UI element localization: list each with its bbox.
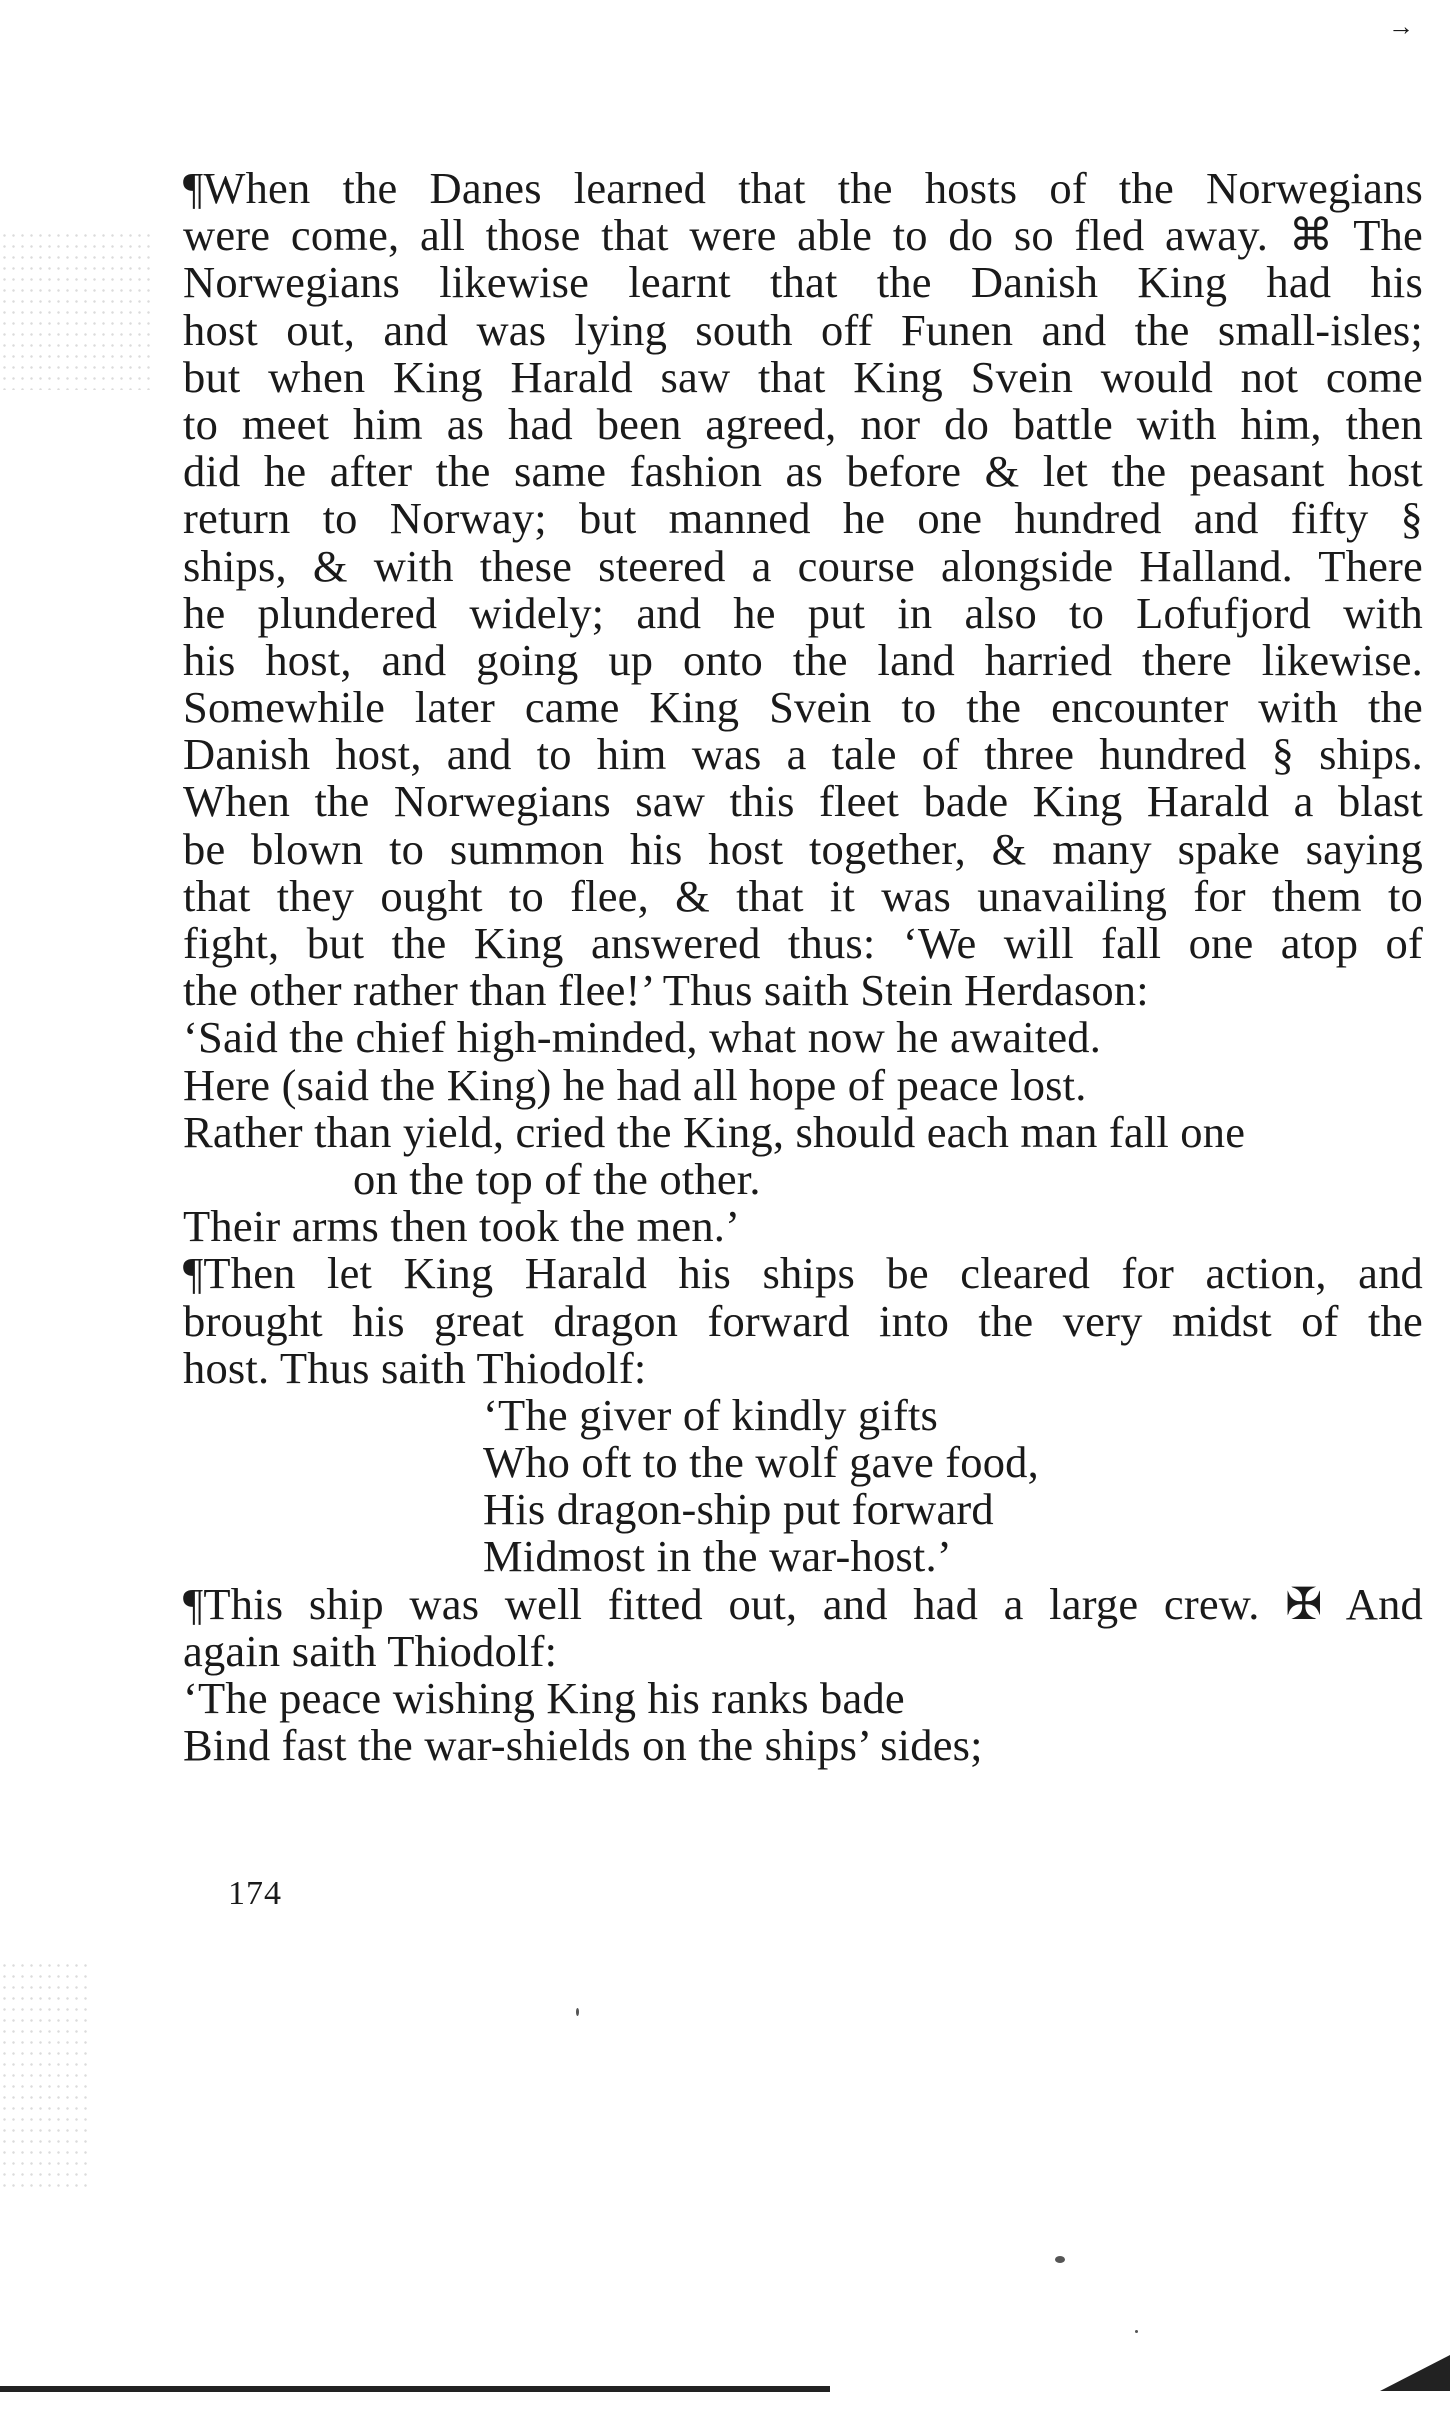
verse-line: Who oft to the wolf gave food, <box>483 1437 1039 1488</box>
ink-speck <box>1055 2256 1065 2263</box>
text-line: ¶Then let King Harald his ships be cleared for action, and <box>183 1248 1423 1299</box>
text-line: ¶When the Danes learned that the hosts of the Norwegians <box>183 163 1423 213</box>
text-line: did he after the same fashion as before & let the peasant host <box>183 446 1423 497</box>
verse-line: Midmost in the war-host.’ <box>483 1531 952 1582</box>
text-line: Somewhile later came King Svein to the encounter with the <box>183 682 1423 733</box>
text-line: ships, & with these steered a course alongside Halland. There <box>183 540 1423 591</box>
scan-edge-noise-bottom <box>0 1960 90 2190</box>
text-line: return to Norway; but manned he one hundred and fifty § <box>183 493 1423 544</box>
verse-line: Rather than yield, cried the King, should each man fall one <box>183 1106 1246 1157</box>
verse-line: ‘The giver of kindly gifts <box>483 1389 939 1440</box>
verse-line: ‘Said the chief high-minded, what now he awaited. <box>183 1012 1102 1063</box>
text-line: the other rather than flee!’ Thus saith Stein Herdason: <box>183 965 1149 1016</box>
corner-mark: → <box>1388 12 1414 41</box>
text-line: fight, but the King answered thus: ‘We will fall one atop of <box>183 918 1423 968</box>
text-line: again saith Thiodolf: <box>183 1625 558 1676</box>
verse-line: Bind fast the war-shields on the ships’ sides; <box>183 1720 983 1771</box>
body-text <box>183 165 1423 1769</box>
text-line: host out, and was lying south off Funen and the small-isles; <box>183 304 1423 355</box>
text-line: brought his great dragon forward into the very midst of the <box>183 1295 1423 1346</box>
bottom-rule <box>0 2386 830 2392</box>
verse-line: Their arms then took the men.’ <box>183 1201 741 1252</box>
text-line: be blown to summon his host together, & many spake saying <box>183 823 1423 874</box>
text-line: but when King Harald saw that King Svein would not come <box>183 351 1423 402</box>
verse-continuation-line: on the top of the other. <box>353 1153 761 1204</box>
text-line: his host, and going up onto the land harried there likewise. <box>183 634 1423 685</box>
text-line: that they ought to flee, & that it was unavailing for them to <box>183 870 1423 921</box>
bottom-corner-wedge <box>1380 2355 1450 2391</box>
text-line: ¶This ship was well fitted out, and had a large crew. ✠ And <box>183 1578 1423 1629</box>
verse-line: ‘The peace wishing King his ranks bade <box>183 1673 905 1723</box>
text-line: Danish host, and to him was a tale of three hundred § ships. <box>183 729 1423 780</box>
ink-speck <box>576 2008 579 2016</box>
text-line: he plundered widely; and he put in also to Lofufjord with <box>183 587 1423 638</box>
scan-edge-noise-top <box>0 230 150 390</box>
page-number: 174 <box>228 1875 282 1912</box>
text-line: host. Thus saith Thiodolf: <box>183 1342 647 1393</box>
ink-speck <box>1135 2330 1138 2333</box>
verse-line: His dragon-ship put forward <box>483 1484 994 1535</box>
text-line: When the Norwegians saw this fleet bade King Harald a blast <box>183 776 1423 827</box>
text-line: were come, all those that were able to do so fled away. ⌘ The <box>183 210 1423 261</box>
verse-line: Here (said the King) he had all hope of peace lost. <box>183 1059 1087 1110</box>
text-line: Norwegians likewise learnt that the Danish King had his <box>183 257 1423 308</box>
text-line: to meet him as had been agreed, nor do battle with him, then <box>183 398 1423 449</box>
